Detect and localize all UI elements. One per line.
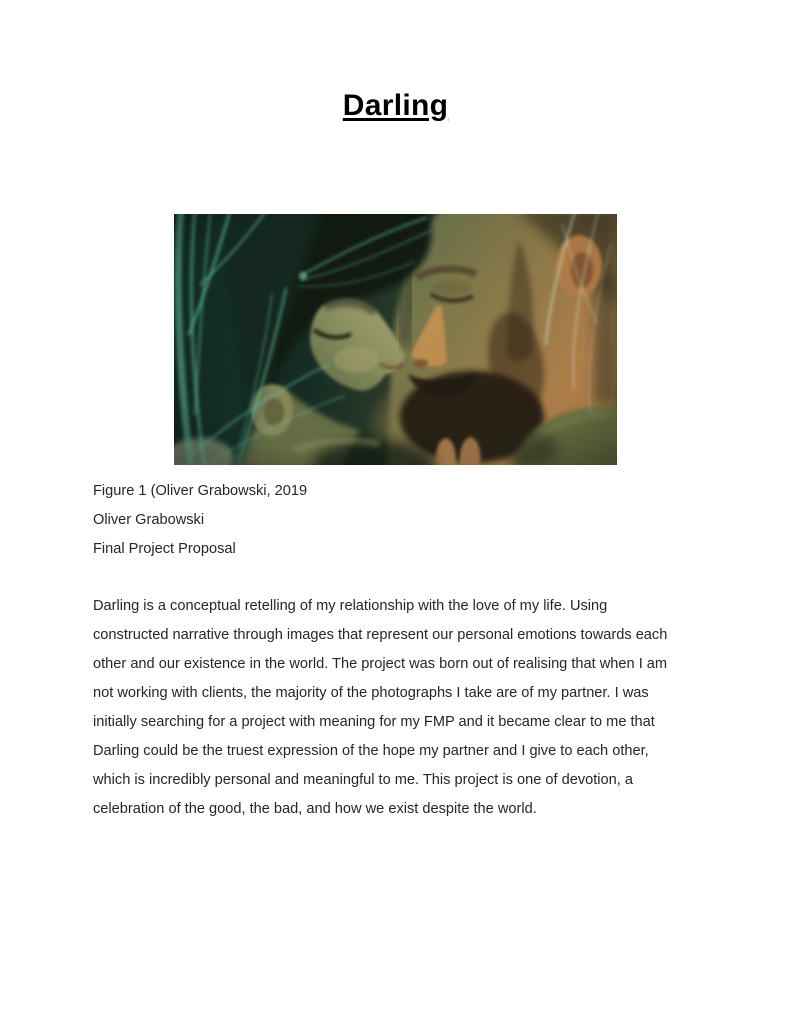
author-name: Oliver Grabowski xyxy=(93,512,205,528)
figure-1 xyxy=(174,214,617,465)
figure-meta-block xyxy=(93,477,307,564)
figure-caption: Figure 1 (Oliver Grabowski, 2019 xyxy=(93,483,308,499)
proposal-subtitle: Final Project Proposal xyxy=(93,541,236,557)
body-paragraph: Darling is a conceptual retelling of my relationship with the love of my life. Using constructed narrative through images that represent our personal emotions towards each other and our existence in the world. The project was born out of realising that when I am not working with clients, the majority of the photographs I take are of my partner. I was initially searching for a project with meaning for my FMP and it became clear to me that Darling could be the truest expression of the hope my partner and I give to each other, which is incredibly personal and meaningful to me. This project is one of devotion, a celebration of the good, the bad, and how we exist despite the world. xyxy=(93,598,668,817)
figure-1-photo xyxy=(174,214,617,465)
document-title: Darling xyxy=(342,89,449,122)
